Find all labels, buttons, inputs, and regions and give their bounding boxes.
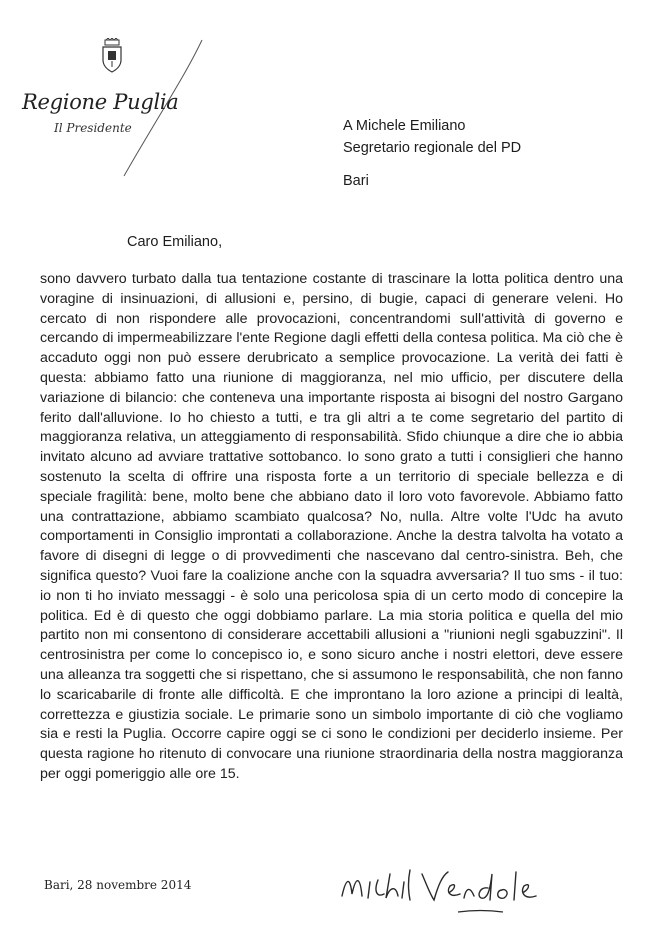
recipient-block xyxy=(343,115,521,159)
recipient-name: A Michele Emiliano xyxy=(343,118,466,134)
recipient-title: Segretario regionale del PD xyxy=(343,140,522,156)
recipient-city: Bari xyxy=(343,173,369,189)
signature xyxy=(338,860,568,920)
organization-role: Il Presidente xyxy=(54,121,132,135)
letter-body xyxy=(40,270,623,785)
coat-of-arms-icon xyxy=(100,38,124,74)
letter-date: Bari, 28 novembre 2014 xyxy=(44,878,192,892)
organization-name: Regione Puglia xyxy=(22,90,179,114)
letterhead xyxy=(14,38,204,178)
salutation: Caro Emiliano, xyxy=(127,234,223,250)
letter-body-paragraph: sono davvero turbato dalla tua tentazione costante di trascinare la lotta politica dentro una voragine di insinuazioni, di allusioni e, persino, di bugie, capaci di generare veleni. Ho cercato di non rispondere alle provocazioni, concentrandomi sull'attività di governo e cercando di impermeabilizzare l'ente Regione dagli effetti della contesa politica. Ma ciò che è accaduto oggi non può essere derubricato a semplice provocazione. La verità dei fatti è questa: abbiamo fatto una riunione di maggioranza, nel mio ufficio, per discutere della variazione di bilancio: che conteneva una importante risposta ai bisogni del nostro Gargano ferito dall'alluvione. Io ho chiesto a tutti, e tra gli altri a te come segretario del partito di maggioranza relativa, un atteggiamento di responsabilità. Sfido chiunque a dire che io abbia invitato alcuno ad avviare trattative sottobanco. Io sono grato a tutti i consiglieri che hanno sostenuto la scelta di offrire una risposta forte a un territorio di speciale bellezza e di speciale fragilità: bene, molto bene che abbiano dato il loro voto favorevole. Abbiamo fatto una contrattazione, abbiamo scambiato qualcosa? No, nulla. Altre volte l'Udc ha avuto comportamenti in Consiglio improntati a collaborazione. Anche la destra talvolta ha votato a favore di disegni di legge o di provvedimenti che nascevano dal centro-sinistra. Beh, che significa questo? Vuoi fare la coalizione anche con la squadra avversaria? Il tuo sms - il tuo: io non ti ho inviato messaggi - è solo una pericolosa spia di un certo modo di concepire la politica. Ed è di questo che oggi dobbiamo parlare. La mia storia politica e quella del mio partito non mi consentono di considerare accettabili allusioni a "riunioni negli sgabuzzini". Il centrosinistra per come lo concepisco io, e sono sicuro anche i nostri elettori, deve essere una alleanza tra soggetti che si rispettano, che si assumono le responsabilità, che non fanno lo scaricabarile di fronte alle difficoltà. E che improntano la loro azione a principi di lealtà, correttezza e giustizia sociale. Le primarie sono un simbolo importante di ciò che vogliamo sia e resti la Puglia. Occorre capire oggi se ci sono le condizioni per deciderlo insieme. Per questa ragione ho ritenuto di convocare una riunione straordinaria della nostra maggioranza per oggi pomeriggio alle ore 15. xyxy=(40,271,623,782)
